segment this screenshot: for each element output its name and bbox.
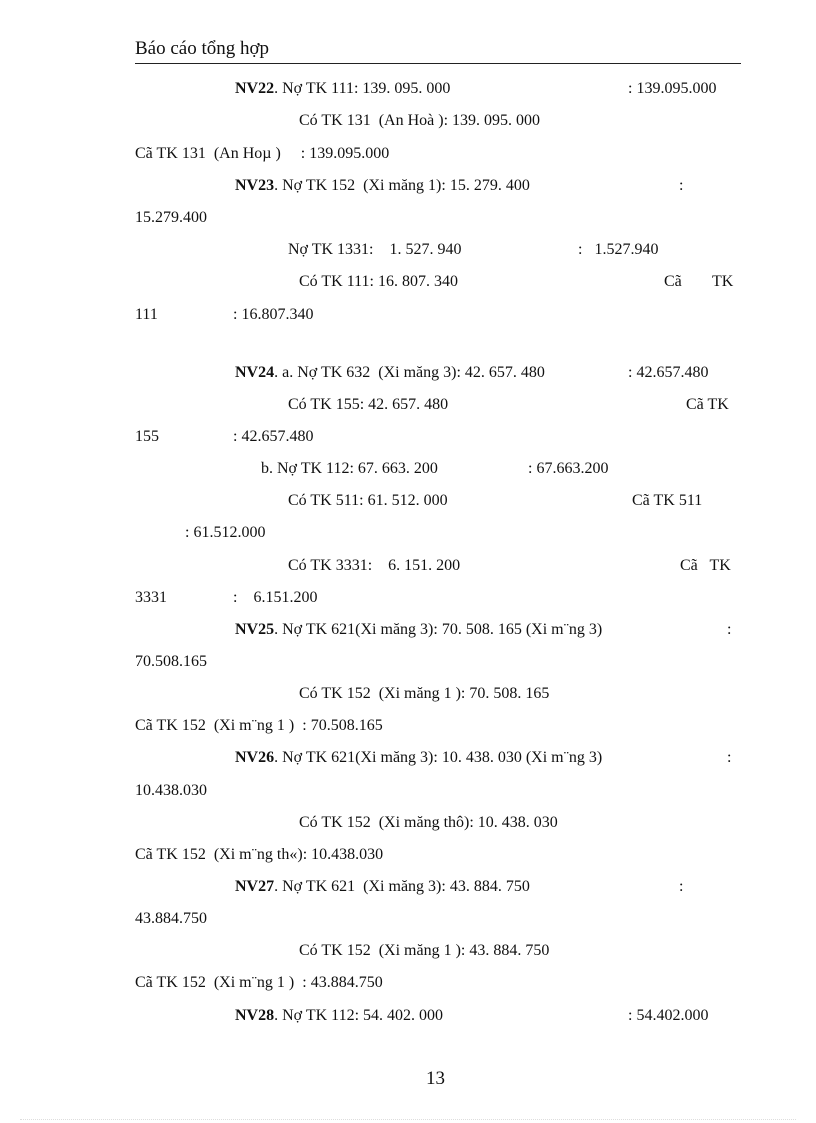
entry-nv26-debit: NV26. Nợ TK 621(Xi măng 3): 10. 438. 030 (Xi m¨ng 3)	[235, 749, 603, 766]
entry-nv27-debit: NV27. Nợ TK 621 (Xi măng 3): 43. 884. 750	[235, 878, 530, 895]
entry-nv24a-credit-account: 155	[135, 428, 159, 445]
entry-nv25-debit-amount: 70.508.165	[135, 653, 207, 670]
entry-nv26-credit: Có TK 152 (Xi măng thô): 10. 438. 030	[299, 814, 558, 831]
entry-nv23-vat-amount: : 1.527.940	[578, 241, 659, 258]
entry-nv24b-credit: Có TK 511: 61. 512. 000	[288, 492, 448, 509]
entry-nv26-credit-total: Cã TK 152 (Xi m¨ng th«): 10.438.030	[135, 846, 384, 863]
entry-nv26-colon: :	[727, 749, 732, 766]
entry-nv23-colon: :	[679, 177, 684, 194]
entry-nv24b-vat-account: 3331	[135, 589, 167, 606]
entry-nv28-debit-amount: : 54.402.000	[628, 1007, 709, 1024]
entry-nv24b-vat-credit: Có TK 3331: 6. 151. 200	[288, 557, 461, 574]
entry-nv24b-vat-label: Cã TK	[680, 557, 731, 574]
entry-nv24a-credit-amount: : 42.657.480	[233, 428, 314, 445]
entry-nv24a-debit-amount: : 42.657.480	[628, 364, 709, 381]
entry-nv22-debit-amount: : 139.095.000	[628, 80, 717, 97]
entry-nv23-credit: Có TK 111: 16. 807. 340	[299, 273, 458, 290]
entry-nv23-credit-tk: TK	[712, 273, 734, 290]
entry-nv24a-debit: NV24. a. Nợ TK 632 (Xi măng 3): 42. 657. 480	[235, 364, 545, 381]
entry-nv27-colon: :	[679, 878, 684, 895]
entry-nv27-credit: Có TK 152 (Xi măng 1 ): 43. 884. 750	[299, 942, 550, 959]
entry-nv24b-vat-amount: : 6.151.200	[233, 589, 318, 606]
entry-nv27-debit-amount: 43.884.750	[135, 910, 207, 927]
entry-nv23-debit: NV23. Nợ TK 152 (Xi măng 1): 15. 279. 400	[235, 177, 530, 194]
entry-nv22-credit: Có TK 131 (An Hoà ): 139. 095. 000	[299, 112, 541, 129]
entry-nv22-debit: NV22. Nợ TK 111: 139. 095. 000	[235, 80, 451, 97]
entry-nv23-vat-debit: Nợ TK 1331: 1. 527. 940	[288, 241, 462, 258]
entry-nv23-credit-amount: : 16.807.340	[233, 306, 314, 323]
entry-nv27-credit-total: Cã TK 152 (Xi m¨ng 1 ) : 43.884.750	[135, 974, 383, 991]
entry-nv24b-debit-amount: : 67.663.200	[528, 460, 609, 477]
entry-nv25-debit: NV25. Nợ TK 621(Xi măng 3): 70. 508. 165 (Xi m¨ng 3)	[235, 621, 603, 638]
entry-nv24b-debit: b. Nợ TK 112: 67. 663. 200	[261, 460, 438, 477]
entry-nv24b-credit-amount: : 61.512.000	[185, 524, 266, 541]
entry-nv25-colon: :	[727, 621, 732, 638]
entry-nv25-credit: Có TK 152 (Xi măng 1 ): 70. 508. 165	[299, 685, 550, 702]
entry-nv24b-credit-label: Cã TK 511	[632, 492, 703, 509]
entry-nv26-debit-amount: 10.438.030	[135, 782, 207, 799]
entry-nv25-credit-total: Cã TK 152 (Xi m¨ng 1 ) : 70.508.165	[135, 717, 383, 734]
bottom-border	[20, 1119, 796, 1120]
entry-nv23-debit-amount: 15.279.400	[135, 209, 207, 226]
entry-nv24a-credit: Có TK 155: 42. 657. 480	[288, 396, 449, 413]
header-divider	[135, 63, 741, 64]
entry-nv23-credit-label: Cã	[664, 273, 682, 290]
entry-nv24a-credit-label: Cã TK	[686, 396, 729, 413]
page-number: 13	[426, 1068, 445, 1089]
entry-nv22-credit-total: Cã TK 131 (An Hoµ ) : 139.095.000	[135, 145, 390, 162]
entry-nv28-debit: NV28. Nợ TK 112: 54. 402. 000	[235, 1007, 444, 1024]
page-header-title: Báo cáo tổng hợp	[135, 38, 270, 59]
entry-nv23-credit-account: 111	[135, 306, 158, 323]
